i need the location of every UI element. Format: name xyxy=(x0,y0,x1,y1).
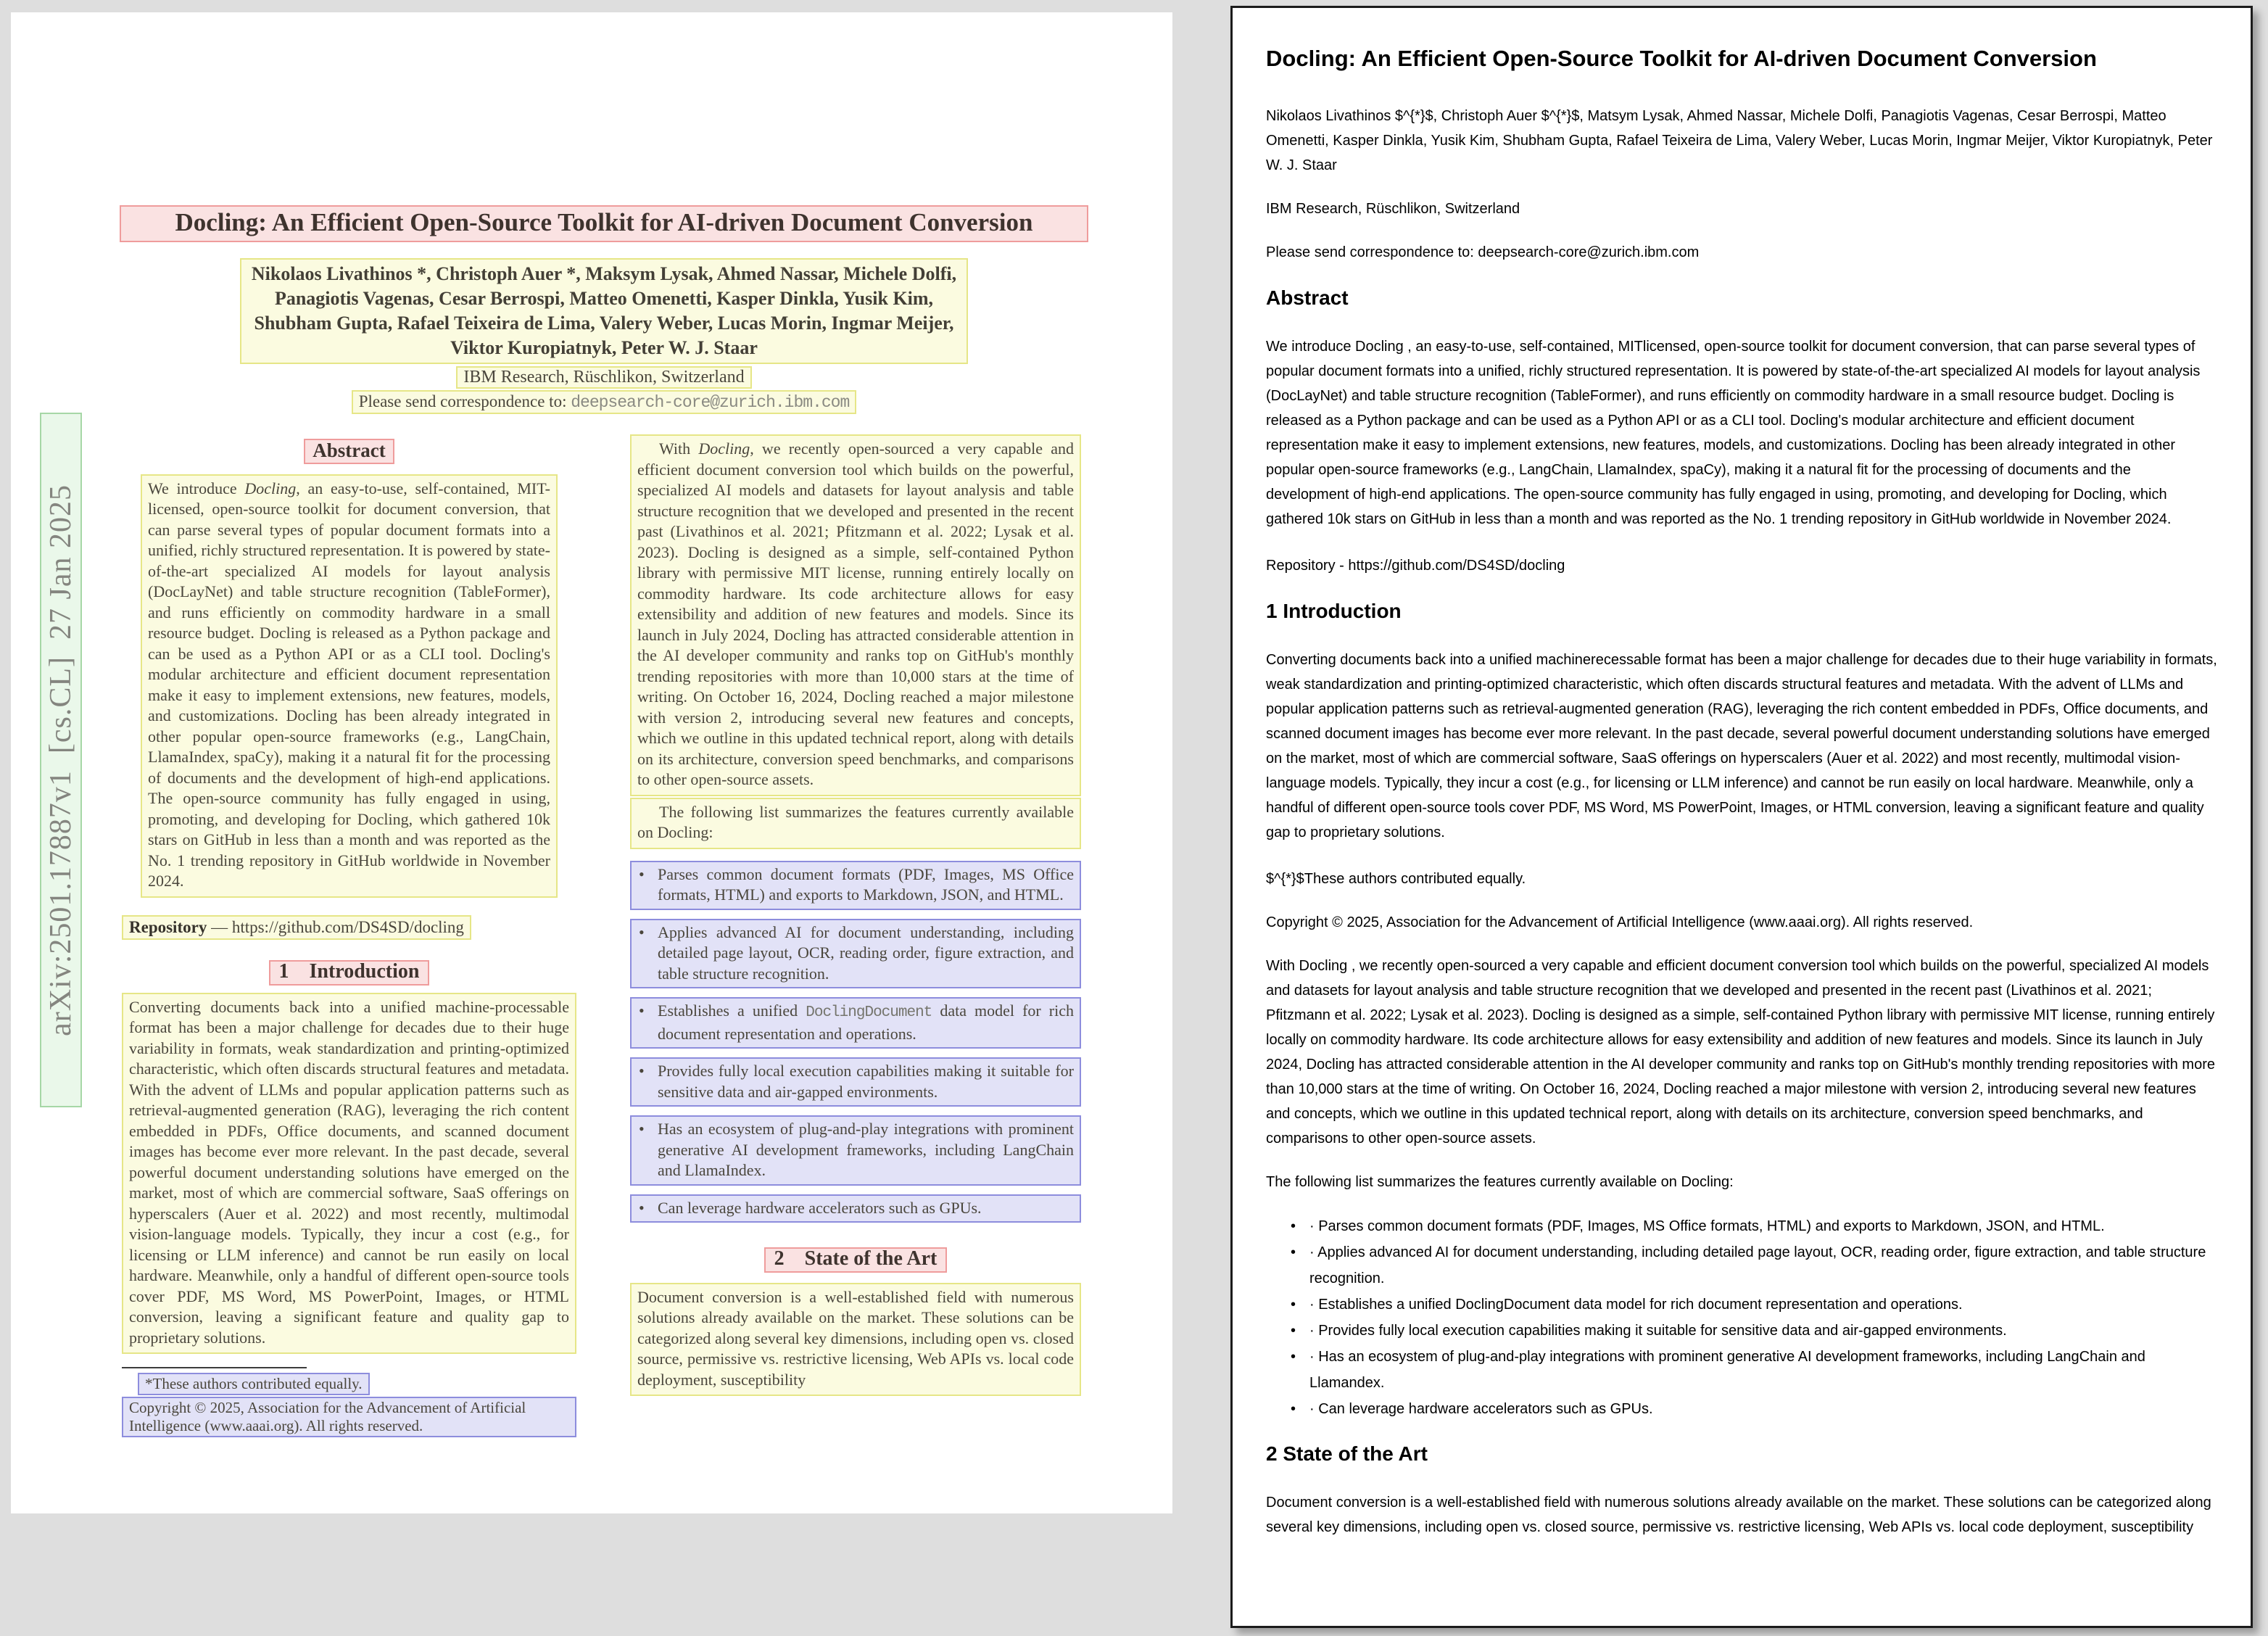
authors-box xyxy=(240,258,968,364)
doc-correspondence: Please send correspondence to: deepsearch-core@zurich.ibm.com xyxy=(1266,244,1700,260)
bullet-code-token: DoclingDocument xyxy=(806,1004,932,1021)
bullet-icon: • xyxy=(639,1120,645,1138)
abstract-docling-italic: Docling xyxy=(244,479,297,497)
with-docling-italic: Docling xyxy=(698,439,750,458)
doc-affiliation: IBM Research, Rüschlikon, Switzerland xyxy=(1266,201,1520,217)
bullet-icon: • xyxy=(1291,1401,1296,1417)
list-item xyxy=(630,1194,1081,1223)
authors-line-3: Shubham Gupta, Rafael Teixeira de Lima, Valery Weber, Lucas Morin, Ingmar Meijer, xyxy=(254,313,954,334)
footnote-copyright: Copyright © 2025, Association for the Advancement of Artificial Intelligence (www.aaai.org). All rights reserved. xyxy=(122,1397,576,1437)
bullet-text: Establishes a unified xyxy=(658,1001,806,1020)
affiliation: IBM Research, Rüschlikon, Switzerland xyxy=(456,366,751,389)
list-item xyxy=(630,861,1081,910)
doc-with-docling-text: With Docling , we recently open-sourced a very capable and efficient document conversion tool which builds on the powerful, specialized AI models and datasets for layout analysis and table structure recognition that we developed and presented in the recent past (Livathinos et al. 2021; Pfitzmann et al. 2022; Lysak et al. 2023). Docling is designed as a simple, self-contained Python library with permissive MIT license, running entirely locally on commodity hardware. Its code architecture allows for easy extensibility and addition of new features and models. Since its launch in July 2024, Docling has attracted considerable attention in the AI developer community and ranks top on GitHub's monthly trending repositories with more than 10,000 stars at the time of writing. On October 16, 2024, Docling reached a major milestone with version 2, introducing several new features and concepts, which we outline in this updated technical report, along with details on its architecture, conversion speed benchmarks, and comparisons to other open-source assets. xyxy=(1266,958,2215,1147)
pdf-page-panel xyxy=(11,12,1172,1513)
list-item xyxy=(630,1057,1081,1107)
doc-abstract-text: We introduce Docling , an easy-to-use, self-contained, MITlicensed, open-source toolkit for document conversion, that can parse several types of popular document formats into a unified, richly structured representation. It is powered by state-of-the-art specialized AI models for layout analysis (DocLayNet) and table structure recognition (TableFormer), and runs efficiently on commodity hardware in a small resource budget. Docling is released as a Python package and can be used as a Python API or as a CLI tool. Docling's modular architecture and efficient document representation make it easy to implement extensions, new features, models, and customizations. Docling has been already integrated in other popular open-source frameworks (e.g., LangChain, LlamaIndex, spaCy), making it a natural fit for the processing of documents and the development of high-end applications. The open-source community has fully engaged in using, promoting, and developing for Docling, which gathered 10k stars on GitHub in less than a month and was reported as the No. 1 trending repository in GitHub worldwide in November 2024. xyxy=(1266,339,2201,527)
list-item xyxy=(1291,1292,2217,1318)
bullet-icon: • xyxy=(639,922,645,941)
following-list-paragraph: The following list summarizes the features currently available on Docling: xyxy=(630,798,1081,849)
list-item xyxy=(630,997,1081,1049)
doc-feature-list xyxy=(1266,1213,2217,1422)
bullet-text: Parses common document formats (PDF, Images, MS Office formats, HTML) and exports to Markdown, JSON, and HTML. xyxy=(658,864,1074,904)
intro-heading: 1 Introduction xyxy=(269,960,430,986)
bullet-text: · Applies advanced AI for document understanding, including detailed page layout, OCR, reading order, figure extraction, and table structure recognition. xyxy=(1309,1244,2206,1286)
bullet-text: · Parses common document formats (PDF, Images, MS Office formats, HTML) and exports to Markdown, JSON, and HTML. xyxy=(1309,1218,2105,1234)
pdf-column-right xyxy=(630,434,1081,1396)
doc-copyright: Copyright © 2025, Association for the Advancement of Artificial Intelligence (www.aaai.org). All rights reserved. xyxy=(1266,914,1974,930)
list-item xyxy=(630,1115,1081,1186)
correspondence-block xyxy=(120,390,1088,414)
intro-paragraph: Converting documents back into a unified machine-processable format has been a major challenge for decades due to their huge variability in formats, weak standardization and printing-optimized characteristic, which often discards structural features and metadata. With the advent of LLMs and popular application patterns such as retrieval-augmented generation (RAG), leveraging the rich content embedded in PDFs, Office documents, and scanned document images has become ever more relevant. In the past decade, several powerful document understanding solutions have emerged on the market, most of which are commercial software, SaaS offerings on hyperscalers (Auer et al. 2022) and most recently, multimodal vision-language models. Typically, they incur a cost (e.g., for licensing or LLM inference) and cannot be run easily on local hardware. Meanwhile, only a handful of different open-source tools cover PDF, MS Word, MS PowerPoint, Images, or HTML conversion, leaving a significant feature and quality gap to proprietary solutions. xyxy=(122,993,576,1355)
pdf-column-left xyxy=(122,439,576,1439)
sota-heading-row xyxy=(630,1247,1081,1273)
repository-label: Repository xyxy=(129,917,207,936)
repository-line xyxy=(122,915,471,941)
list-item xyxy=(630,919,1081,989)
arxiv-watermark-text: arXiv:2501.17887v1 [cs.CL] 27 Jan 2025 xyxy=(44,484,78,1036)
doc-sota-text: Document conversion is a well-established field with numerous solutions already available on the market. These solutions can be categorized along several key dimensions, including open vs. closed source, permissive vs. restrictive licensing, Web APIs vs. local code deployment, susceptibility xyxy=(1266,1495,2211,1535)
with-docling-lead: With xyxy=(659,439,699,458)
arxiv-watermark xyxy=(40,413,82,1107)
with-docling-paragraph xyxy=(630,434,1081,796)
authors-line-1: Nikolaos Livathinos *, Christoph Auer *, Maksym Lysak, Ahmed Nassar, Michele Dolfi, xyxy=(251,263,957,284)
feature-bullet-list xyxy=(630,861,1081,1223)
list-item xyxy=(1291,1213,2217,1239)
correspondence xyxy=(352,390,857,414)
sota-paragraph: Document conversion is a well-established field with numerous solutions already available on the market. These solutions can be categorized along several key dimensions, including open vs. closed source, permissive vs. restrictive licensing, Web APIs vs. local code deployment, susceptibility xyxy=(630,1283,1081,1397)
bullet-icon: • xyxy=(1291,1323,1296,1339)
abstract-rest: , an easy-to-use, self-contained, MIT-licensed, open-source toolkit for document conversion, that can parse several types of popular document formats into a unified, richly structured representation. It is powered by state-of-the-art specialized AI models for layout analysis (DocLayNet) and table structure recognition (TableFormer), and runs efficiently on commodity hardware in a small resource budget. Docling is released as a Python package and can be used as a Python API or as a CLI tool. Docling's modular architecture and efficient document representation make it easy to implement extensions, new features, models, and customizations. Docling has been already integrated in other popular open-source frameworks (e.g., LangChain, LlamaIndex, spaCy), making it a natural fit for the processing of documents and the development of high-end applications. The open-source community has fully engaged in using, promoting, and developing for Docling, which gathered 10k stars on GitHub in less than a month and was reported as the No. 1 trending repository in GitHub worldwide in November 2024. xyxy=(148,479,550,890)
abstract-lead: We introduce xyxy=(148,479,245,497)
bullet-text: · Provides fully local execution capabilities making it suitable for sensitive data and air-gapped environments. xyxy=(1309,1323,2007,1339)
list-item xyxy=(1291,1344,2217,1396)
bullet-text: Can leverage hardware accelerators such as GPUs. xyxy=(658,1198,982,1217)
bullet-text: Has an ecosystem of plug-and-play integrations with prominent generative AI development frameworks, including LangChain and LlamaIndex. xyxy=(658,1120,1074,1179)
doc-abstract-heading: Abstract xyxy=(1266,286,1349,309)
bullet-icon: • xyxy=(1291,1218,1296,1234)
correspondence-prefix: Please send correspondence to: xyxy=(358,392,571,410)
repository-url: — https://github.com/DS4SD/docling xyxy=(207,917,464,936)
doc-sota-heading: 2 State of the Art xyxy=(1266,1442,1428,1465)
abstract-paragraph xyxy=(141,474,558,898)
converted-doc-panel[interactable] xyxy=(1230,6,2253,1628)
intro-heading-row xyxy=(122,960,576,986)
bullet-icon: • xyxy=(639,864,645,883)
list-item xyxy=(1291,1318,2217,1344)
abstract-heading: Abstract xyxy=(304,439,394,464)
authors-block xyxy=(120,258,1088,366)
list-item xyxy=(1291,1239,2217,1292)
doc-repository-line: Repository - https://github.com/DS4SD/docling xyxy=(1266,558,1565,574)
authors-line-2: Panagiotis Vagenas, Cesar Berrospi, Matteo Omenetti, Kasper Dinkla, Yusik Kim, xyxy=(274,288,934,309)
with-docling-rest: , we recently open-sourced a very capable and efficient document conversion tool which builds on the powerful, specialized AI models and datasets for layout analysis and table structure recognition that we developed and presented in the recent past (Livathinos et al. 2021; Pfitzmann et al. 2022; Lysak et al. 2023). Docling is designed as a simple, self-contained Python library with permissive MIT license, running entirely locally on commodity hardware. Its code architecture allows for easy extensibility and addition of new features and models. Since its launch in July 2024, Docling has attracted considerable attention in the AI developer community and ranks top on GitHub's monthly trending repositories with more than 10,000 stars at the time of writing. On October 16, 2024, Docling reached a major milestone with version 2, introducing several new features and concepts, which we outline in this updated technical report, along with details on its architecture, conversion speed benchmarks, and comparisons to other open-source assets. xyxy=(637,439,1075,788)
bullet-icon: • xyxy=(639,1198,645,1217)
paper-title: Docling: An Efficient Open-Source Toolkit for AI-driven Document Conversion xyxy=(120,205,1088,242)
bullet-text: data model for rich document representation and operations. xyxy=(658,1001,1074,1043)
bullet-text: Provides fully local execution capabilities making it suitable for sensitive data and air-gapped environments. xyxy=(658,1062,1074,1101)
doc-following-list: The following list summarizes the features currently available on Docling: xyxy=(1266,1174,1734,1190)
doc-title: Docling: An Efficient Open-Source Toolkit for AI-driven Document Conversion xyxy=(1266,46,2097,71)
doc-intro-text: Converting documents back into a unified machinerecessable format has been a major challenge for decades due to their huge variability in formats, weak standardization and printing-optimized characteristic, which often discards structural features and metadata. With the advent of LLMs and popular application patterns such as retrieval-augmented generation (RAG), leveraging the rich content embedded in PDFs, Office documents, and scanned document images has become ever more relevant. In the past decade, several powerful document understanding solutions have emerged on the market, most of which are commercial software, SaaS offerings on hyperscalers (Auer et al. 2022) and most recently, multimodal vision-language models. Typically, they incur a cost (e.g., for licensing or LLM inference) and cannot be run easily on local hardware. Meanwhile, only a handful of different open-source tools cover PDF, MS Word, MS PowerPoint, Images, or HTML conversion, leaving a significant feature and quality gap to proprietary solutions. xyxy=(1266,652,2217,840)
doc-intro-heading: 1 Introduction xyxy=(1266,600,1402,622)
doc-footnote: $^{*}$These authors contributed equally. xyxy=(1266,871,1526,887)
affiliation-block xyxy=(120,366,1088,390)
footnote1-row xyxy=(122,1373,576,1397)
paper-header xyxy=(120,205,1088,414)
footnote-equal-contribution: *These authors contributed equally. xyxy=(138,1373,370,1395)
doc-authors: Nikolaos Livathinos $^{*}$, Christoph Auer $^{*}$, Matsym Lysak, Ahmed Nassar, Michele Dolfi, Panagiotis Vagenas, Cesar Berrospi, Matteo Omenetti, Kasper Dinkla, Yusik Kim, Shubham Gupta, Rafael Teixeira de Lima, Valery Weber, Lucas Morin, Ingmar Meijer, Viktor Kuropiatnyk, Peter W. J. Staar xyxy=(1266,108,2213,173)
bullet-text: · Has an ecosystem of plug-and-play integrations with prominent generative AI development frameworks, including LangChain and Llamandex. xyxy=(1309,1349,2145,1391)
sota-heading: 2 State of the Art xyxy=(764,1247,948,1273)
footnote2-row xyxy=(122,1397,576,1439)
bullet-text: · Can leverage hardware accelerators such as GPUs. xyxy=(1309,1401,1653,1417)
bullet-icon: • xyxy=(639,1001,645,1020)
bullet-text: Applies advanced AI for document understanding, including detailed page layout, OCR, reading order, figure extraction, and table structure recognition. xyxy=(658,922,1074,983)
list-item xyxy=(1291,1396,2217,1422)
bullet-icon: • xyxy=(1291,1349,1296,1365)
repository-row xyxy=(122,915,576,941)
bullet-text: · Establishes a unified DoclingDocument data model for rich document representation and operations. xyxy=(1309,1297,1963,1313)
correspondence-email: deepsearch-core@zurich.ibm.com xyxy=(571,393,850,412)
bullet-icon: • xyxy=(1291,1244,1296,1260)
footnote-rule xyxy=(122,1367,307,1368)
abstract-heading-row xyxy=(122,439,576,464)
bullet-icon: • xyxy=(639,1062,645,1080)
authors-line-4: Viktor Kuropiatnyk, Peter W. J. Staar xyxy=(450,337,758,358)
bullet-icon: • xyxy=(1291,1297,1296,1313)
